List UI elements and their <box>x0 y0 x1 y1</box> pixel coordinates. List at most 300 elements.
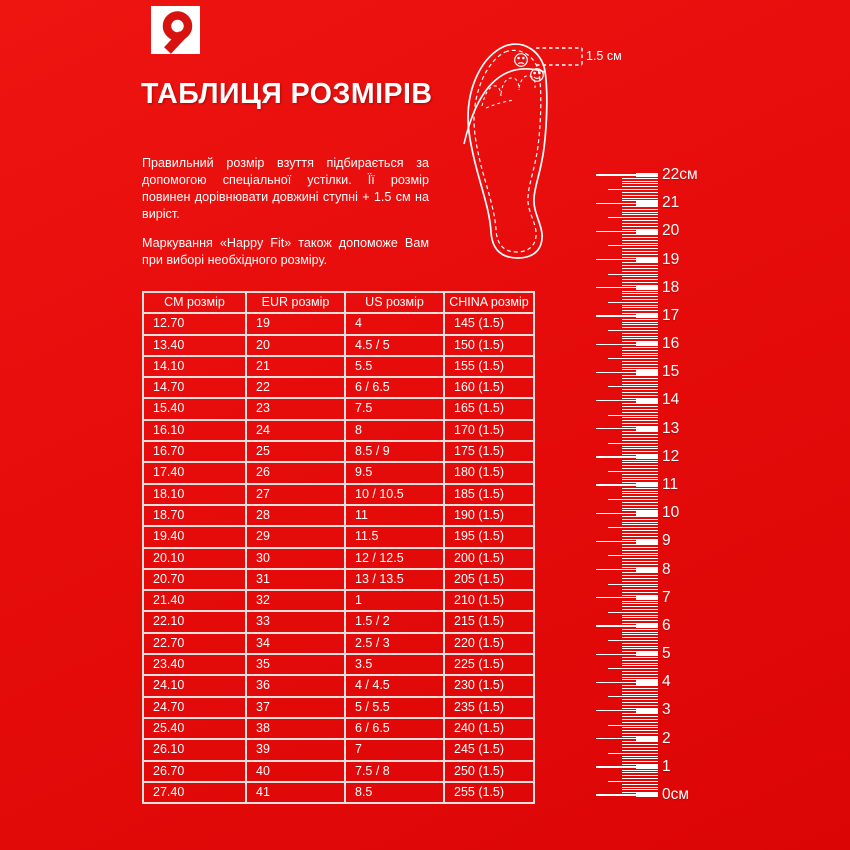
ruler-label: 11 <box>662 476 679 494</box>
ruler-minor-tick <box>622 276 658 277</box>
size-cell: 38 <box>247 719 346 740</box>
size-cell: 22.10 <box>144 612 247 633</box>
size-cell: 7.5 / 8 <box>346 762 445 783</box>
ruler-minor-tick <box>622 792 658 793</box>
ruler-minor-tick <box>622 648 658 649</box>
ruler-minor-tick <box>622 364 658 365</box>
size-cell: 255 (1.5) <box>445 783 535 804</box>
ruler-minor-tick <box>622 677 658 678</box>
ruler-minor-tick <box>622 756 658 757</box>
size-cell: 8.5 <box>346 783 445 804</box>
ruler-cm-tick <box>596 541 658 542</box>
ruler-label: 21 <box>662 194 680 212</box>
ruler-minor-tick <box>608 612 658 613</box>
ruler-minor-tick <box>622 533 658 534</box>
ruler-minor-tick <box>622 479 658 480</box>
ruler-minor-tick <box>622 575 658 576</box>
size-cell: 34 <box>247 634 346 655</box>
ruler-minor-tick <box>622 609 658 610</box>
ruler-minor-tick <box>622 333 658 334</box>
ruler-minor-tick <box>622 398 658 399</box>
size-cell: 6 / 6.5 <box>346 719 445 740</box>
ruler-minor-tick <box>622 595 658 596</box>
ruler-minor-tick <box>622 338 658 339</box>
size-cell: 8 <box>346 421 445 442</box>
ruler-cm-tick <box>596 428 658 429</box>
size-cell: 18.70 <box>144 506 247 527</box>
ruler-label: 15 <box>662 363 680 381</box>
intro-text <box>142 155 429 269</box>
size-cell: 19 <box>247 314 346 335</box>
ruler-minor-tick <box>608 302 658 303</box>
size-cell: 24.10 <box>144 676 247 697</box>
size-cell: 195 (1.5) <box>445 527 535 548</box>
ruler-cm-bar <box>636 455 658 460</box>
size-cell: 1.5 / 2 <box>346 612 445 633</box>
ruler-minor-tick <box>622 660 658 661</box>
ruler-minor-tick <box>622 412 658 413</box>
ruler-minor-tick <box>622 420 658 421</box>
ruler-label: 0см <box>662 786 690 803</box>
ruler-minor-tick <box>622 674 658 675</box>
ruler-minor-tick <box>622 474 658 475</box>
ruler-label: 3 <box>662 701 671 719</box>
ruler-cm-bar <box>636 539 658 544</box>
size-cell: 2.5 / 3 <box>346 634 445 655</box>
size-row <box>144 719 535 740</box>
ruler-minor-tick <box>622 496 658 497</box>
ruler-minor-tick <box>622 347 658 348</box>
foot-outline <box>474 50 541 252</box>
size-cell: 155 (1.5) <box>445 357 535 378</box>
size-cell: 215 (1.5) <box>445 612 535 633</box>
ruler-minor-tick <box>608 274 658 275</box>
ruler-minor-tick <box>622 361 658 362</box>
ruler-cm-tick <box>596 710 658 711</box>
ruler-minor-tick <box>622 643 658 644</box>
ruler-cm-bar <box>636 314 658 319</box>
ruler-minor-tick <box>622 747 658 748</box>
size-cell: 21 <box>247 357 346 378</box>
ruler-cm-tick <box>596 344 658 345</box>
size-row <box>144 676 535 697</box>
ruler-minor-tick <box>622 539 658 540</box>
size-cell: 26 <box>247 463 346 484</box>
size-cell: 22.70 <box>144 634 247 655</box>
ruler-minor-tick <box>608 415 658 416</box>
intro-paragraph-1: Правильний розмір взуття підбирається за допомогою спеціальної устілки. Її розмір повинен дорівнювати довжині ступні + 1.5 см на виріст. <box>142 156 429 221</box>
column-header: CM розмір <box>144 293 247 314</box>
ruler-minor-tick <box>622 651 658 652</box>
sad-face-icon <box>515 54 528 67</box>
ruler-minor-tick <box>622 446 658 447</box>
ruler-cm-bar <box>636 596 658 601</box>
ruler-minor-tick <box>622 663 658 664</box>
ruler-minor-tick <box>622 567 658 568</box>
size-cell: 20.70 <box>144 570 247 591</box>
ruler-minor-tick <box>608 358 658 359</box>
ruler-minor-tick <box>622 460 658 461</box>
size-cell: 220 (1.5) <box>445 634 535 655</box>
ruler-cm-bar <box>636 652 658 657</box>
size-cell: 21.40 <box>144 591 247 612</box>
ruler-minor-tick <box>622 378 658 379</box>
ruler-minor-tick <box>622 324 658 325</box>
ruler-minor-tick <box>622 355 658 356</box>
ruler-minor-tick <box>622 367 658 368</box>
ruler-minor-tick <box>622 465 658 466</box>
ruler-minor-tick <box>622 491 658 492</box>
ruler-minor-tick <box>608 471 658 472</box>
ruler-label: 1 <box>662 757 671 775</box>
size-cell: 14.10 <box>144 357 247 378</box>
ruler-label: 10 <box>662 504 680 522</box>
size-cell: 22 <box>247 378 346 399</box>
ruler-minor-tick <box>622 784 658 785</box>
column-header: US розмір <box>346 293 445 314</box>
ruler-minor-tick <box>622 699 658 700</box>
size-cell: 19.40 <box>144 527 247 548</box>
ruler-minor-tick <box>622 558 658 559</box>
ruler-label: 8 <box>662 560 671 578</box>
size-row <box>144 655 535 676</box>
size-cell: 180 (1.5) <box>445 463 535 484</box>
ruler-label: 5 <box>662 645 671 663</box>
size-cell: 25 <box>247 442 346 463</box>
ruler-minor-tick <box>622 553 658 554</box>
ruler-cm-tick <box>596 654 658 655</box>
ruler-minor-tick <box>608 330 658 331</box>
size-cell: 25.40 <box>144 719 247 740</box>
growth-margin-label: 1.5 см <box>586 49 622 63</box>
ruler-label: 18 <box>662 278 680 296</box>
ruler-minor-tick <box>622 305 658 306</box>
size-cell: 14.70 <box>144 378 247 399</box>
ruler-minor-tick <box>622 581 658 582</box>
size-cell: 13.40 <box>144 336 247 357</box>
size-cell: 145 (1.5) <box>445 314 535 335</box>
ruler-minor-tick <box>622 502 658 503</box>
ruler-cm-bar <box>636 736 658 741</box>
size-cell: 160 (1.5) <box>445 378 535 399</box>
ruler-label: 22см <box>662 166 698 184</box>
ruler-minor-tick <box>622 708 658 709</box>
ruler-minor-tick <box>622 508 658 509</box>
ruler-minor-tick <box>622 789 658 790</box>
size-cell: 29 <box>247 527 346 548</box>
insole-outline <box>468 44 547 258</box>
ruler-cm-tick <box>596 597 658 598</box>
ruler-label: 4 <box>662 673 671 691</box>
ruler-minor-tick <box>622 586 658 587</box>
ruler-minor-tick <box>622 741 658 742</box>
size-cell: 13 / 13.5 <box>346 570 445 591</box>
ruler-minor-tick <box>622 778 658 779</box>
ruler-minor-tick <box>622 544 658 545</box>
size-cell: 27.40 <box>144 783 247 804</box>
ruler-minor-tick <box>622 375 658 376</box>
ruler-minor-tick <box>622 603 658 604</box>
ruler-minor-tick <box>622 615 658 616</box>
size-cell: 3.5 <box>346 655 445 676</box>
size-row <box>144 421 535 442</box>
size-row <box>144 442 535 463</box>
ruler-minor-tick <box>622 291 658 292</box>
size-cell: 12 / 12.5 <box>346 549 445 570</box>
size-cell: 7 <box>346 740 445 761</box>
size-cell: 39 <box>247 740 346 761</box>
ruler-minor-tick <box>622 488 658 489</box>
ruler-cm-tick <box>596 794 658 795</box>
size-row <box>144 698 535 719</box>
toes-detail <box>482 76 535 108</box>
ruler-minor-tick <box>622 685 658 686</box>
ruler-minor-tick <box>622 313 658 314</box>
size-cell: 17.40 <box>144 463 247 484</box>
ruler-minor-tick <box>622 448 658 449</box>
ruler-minor-tick <box>622 620 658 621</box>
size-cell: 23 <box>247 399 346 420</box>
page-title: ТАБЛИЦЯ РОЗМІРІВ <box>141 78 433 110</box>
size-cell: 245 (1.5) <box>445 740 535 761</box>
ruler-minor-tick <box>622 589 658 590</box>
size-cell: 36 <box>247 676 346 697</box>
ruler-minor-tick <box>622 713 658 714</box>
ruler-minor-tick <box>622 519 658 520</box>
size-row <box>144 336 535 357</box>
ruler-minor-tick <box>622 637 658 638</box>
ruler-minor-tick <box>622 572 658 573</box>
ruler-minor-tick <box>622 389 658 390</box>
ruler-minor-tick <box>622 547 658 548</box>
ruler-label: 6 <box>662 616 671 634</box>
size-cell: 6 / 6.5 <box>346 378 445 399</box>
ruler-minor-tick <box>622 477 658 478</box>
ruler-cm-bar <box>636 624 658 629</box>
ruler-cm-tick <box>596 569 658 570</box>
ruler-cm-bar <box>636 567 658 572</box>
size-row <box>144 570 535 591</box>
table-header-row <box>144 293 535 314</box>
size-cell: 40 <box>247 762 346 783</box>
ruler-cm-tick <box>596 625 658 626</box>
ruler-minor-tick <box>622 617 658 618</box>
size-row <box>144 506 535 527</box>
size-cell: 5 / 5.5 <box>346 698 445 719</box>
size-cell: 4.5 / 5 <box>346 336 445 357</box>
insole-diagram <box>448 36 643 271</box>
ruler-minor-tick <box>622 691 658 692</box>
size-cell: 20 <box>247 336 346 357</box>
size-cell: 200 (1.5) <box>445 549 535 570</box>
size-cell: 20.10 <box>144 549 247 570</box>
ruler-label: 12 <box>662 447 680 465</box>
ruler-cm-tick <box>596 372 658 373</box>
ruler-cm-bar <box>636 511 658 516</box>
ruler-label: 20 <box>662 222 680 240</box>
ruler-minor-tick <box>608 781 658 782</box>
ruler-minor-tick <box>608 443 658 444</box>
size-cell: 27 <box>247 485 346 506</box>
size-cell: 4 / 4.5 <box>346 676 445 697</box>
ruler-cm-tick <box>596 456 658 457</box>
ruler-cm-tick <box>596 738 658 739</box>
ruler-minor-tick <box>622 592 658 593</box>
size-cell: 210 (1.5) <box>445 591 535 612</box>
ruler-cm-bar <box>636 793 658 798</box>
ruler-minor-tick <box>622 561 658 562</box>
ruler-cm-bar <box>636 426 658 431</box>
size-cell: 32 <box>247 591 346 612</box>
size-cell: 15.40 <box>144 399 247 420</box>
ruler-cm-tick <box>596 766 658 767</box>
size-cell: 250 (1.5) <box>445 762 535 783</box>
column-header: CHINA розмір <box>445 293 535 314</box>
ruler-minor-tick <box>622 350 658 351</box>
ruler-label: 13 <box>662 419 680 437</box>
size-cell: 175 (1.5) <box>445 442 535 463</box>
size-cell: 18.10 <box>144 485 247 506</box>
ruler-minor-tick <box>622 722 658 723</box>
ruler-minor-tick <box>608 584 658 585</box>
ruler-minor-tick <box>622 536 658 537</box>
ruler-cm-bar <box>636 398 658 403</box>
size-cell: 185 (1.5) <box>445 485 535 506</box>
ruler-minor-tick <box>622 758 658 759</box>
ruler-minor-tick <box>622 632 658 633</box>
size-row <box>144 634 535 655</box>
size-row <box>144 527 535 548</box>
size-cell: 8.5 / 9 <box>346 442 445 463</box>
ruler-label: 14 <box>662 391 680 409</box>
ruler-minor-tick <box>622 307 658 308</box>
ruler-minor-tick <box>622 733 658 734</box>
ruler-minor-tick <box>622 381 658 382</box>
ruler-minor-tick <box>622 437 658 438</box>
size-cell: 10 / 10.5 <box>346 485 445 506</box>
ruler-label: 7 <box>662 588 671 606</box>
size-row <box>144 762 535 783</box>
ruler-minor-tick <box>622 623 658 624</box>
ruler-minor-tick <box>622 423 658 424</box>
brand-logo <box>151 6 200 54</box>
brand-r-icon <box>151 6 200 54</box>
size-cell: 235 (1.5) <box>445 698 535 719</box>
ruler-cm-bar <box>636 286 658 291</box>
ruler-minor-tick <box>622 454 658 455</box>
ruler-cm-tick <box>596 682 658 683</box>
ruler-minor-tick <box>622 510 658 511</box>
size-row <box>144 612 535 633</box>
size-cell: 205 (1.5) <box>445 570 535 591</box>
ruler-minor-tick <box>622 406 658 407</box>
size-cell: 16.70 <box>144 442 247 463</box>
ruler-minor-tick <box>622 440 658 441</box>
size-cell: 37 <box>247 698 346 719</box>
size-cell: 230 (1.5) <box>445 676 535 697</box>
ruler-minor-tick <box>622 657 658 658</box>
ruler-label: 16 <box>662 335 680 353</box>
ruler-cm-tick <box>596 484 658 485</box>
ruler-minor-tick <box>622 426 658 427</box>
ruler-minor-tick <box>622 550 658 551</box>
size-cell: 150 (1.5) <box>445 336 535 357</box>
ruler-cm-bar <box>636 765 658 770</box>
ruler-minor-tick <box>622 327 658 328</box>
size-cell: 170 (1.5) <box>445 421 535 442</box>
ruler-minor-tick <box>622 341 658 342</box>
ruler-minor-tick <box>622 716 658 717</box>
ruler-minor-tick <box>622 694 658 695</box>
size-cell: 24 <box>247 421 346 442</box>
ruler-minor-tick <box>608 386 658 387</box>
size-row <box>144 591 535 612</box>
size-cell: 190 (1.5) <box>445 506 535 527</box>
ruler-minor-tick <box>622 434 658 435</box>
ruler-cm-tick <box>596 315 658 316</box>
ruler-minor-tick <box>622 505 658 506</box>
size-cell: 31 <box>247 570 346 591</box>
ruler-minor-tick <box>622 403 658 404</box>
ruler-minor-tick <box>622 451 658 452</box>
ruler-cm-bar <box>636 370 658 375</box>
ruler-minor-tick <box>622 285 658 286</box>
ruler-label: 2 <box>662 729 671 747</box>
ruler-minor-tick <box>608 527 658 528</box>
ruler-minor-tick <box>622 629 658 630</box>
ruler-minor-tick <box>622 530 658 531</box>
size-row <box>144 740 535 761</box>
ruler-minor-tick <box>622 634 658 635</box>
ruler-minor-tick <box>622 279 658 280</box>
size-cell: 9.5 <box>346 463 445 484</box>
ruler-minor-tick <box>622 787 658 788</box>
ruler-cm-bar <box>636 708 658 713</box>
ruler-minor-tick <box>622 671 658 672</box>
size-row <box>144 463 535 484</box>
size-cell: 41 <box>247 783 346 804</box>
intro-paragraph-2: Маркування «Happy Fit» також допоможе Вам при виборі необхідного розміру. <box>142 236 429 267</box>
ruler-minor-tick <box>622 322 658 323</box>
ruler-minor-tick <box>608 725 658 726</box>
column-header: EUR розмір <box>247 293 346 314</box>
ruler-minor-tick <box>622 319 658 320</box>
ruler-minor-tick <box>608 753 658 754</box>
ruler-cm-tick <box>596 400 658 401</box>
ruler-minor-tick <box>622 293 658 294</box>
ruler-minor-tick <box>622 468 658 469</box>
ruler-minor-tick <box>622 417 658 418</box>
ruler-label: 9 <box>662 532 671 550</box>
ruler-minor-tick <box>622 493 658 494</box>
ruler-minor-tick <box>622 296 658 297</box>
size-row <box>144 357 535 378</box>
ruler-minor-tick <box>622 772 658 773</box>
size-cell: 28 <box>247 506 346 527</box>
ruler-minor-tick <box>622 564 658 565</box>
ruler-minor-tick <box>622 310 658 311</box>
size-cell: 1 <box>346 591 445 612</box>
size-row <box>144 485 535 506</box>
size-cell: 12.70 <box>144 314 247 335</box>
ruler-cm-bar <box>636 680 658 685</box>
ruler-cm-bar <box>636 342 658 347</box>
size-cell: 7.5 <box>346 399 445 420</box>
ruler-minor-tick <box>622 750 658 751</box>
ruler-minor-tick <box>622 688 658 689</box>
size-cell: 30 <box>247 549 346 570</box>
ruler-cm-bar <box>636 483 658 488</box>
